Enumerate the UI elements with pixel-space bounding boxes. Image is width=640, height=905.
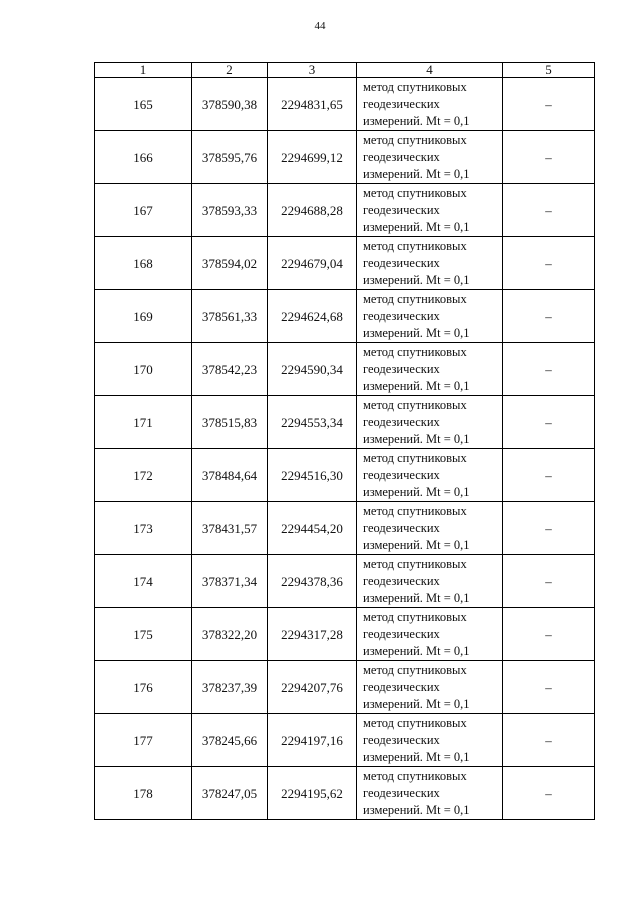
method-line: геодезических <box>363 732 440 747</box>
method-cell <box>357 131 503 184</box>
method-cell <box>357 449 503 502</box>
method-line: метод спутниковых <box>363 238 467 253</box>
x-coordinate-cell: 378237,39 <box>192 661 268 714</box>
point-number-cell: 170 <box>95 343 192 396</box>
method-line: измерений. Mt = 0,1 <box>363 696 470 711</box>
method-cell <box>357 78 503 131</box>
method-cell <box>357 767 503 820</box>
method-line: метод спутниковых <box>363 768 467 783</box>
method-line: измерений. Mt = 0,1 <box>363 113 470 128</box>
y-coordinate-cell: 2294624,68 <box>268 290 357 343</box>
note-cell: – <box>503 78 595 131</box>
table-row <box>95 449 595 502</box>
table-row <box>95 555 595 608</box>
method-line: метод спутниковых <box>363 344 467 359</box>
method-line: геодезических <box>363 679 440 694</box>
method-cell <box>357 555 503 608</box>
x-coordinate-cell: 378593,33 <box>192 184 268 237</box>
point-number-cell: 173 <box>95 502 192 555</box>
method-line: измерений. Mt = 0,1 <box>363 749 470 764</box>
point-number-cell: 175 <box>95 608 192 661</box>
note-cell: – <box>503 131 595 184</box>
header-col-2: 2 <box>192 63 268 78</box>
method-line: геодезических <box>363 467 440 482</box>
method-cell <box>357 396 503 449</box>
y-coordinate-cell: 2294378,36 <box>268 555 357 608</box>
method-line: метод спутниковых <box>363 397 467 412</box>
method-line: измерений. Mt = 0,1 <box>363 325 470 340</box>
note-cell: – <box>503 555 595 608</box>
point-number-cell: 165 <box>95 78 192 131</box>
note-cell: – <box>503 184 595 237</box>
coordinates-table <box>94 62 595 820</box>
method-line: метод спутниковых <box>363 715 467 730</box>
y-coordinate-cell: 2294831,65 <box>268 78 357 131</box>
x-coordinate-cell: 378561,33 <box>192 290 268 343</box>
y-coordinate-cell: 2294197,16 <box>268 714 357 767</box>
x-coordinate-cell: 378484,64 <box>192 449 268 502</box>
page-number: 44 <box>314 20 326 32</box>
method-cell <box>357 608 503 661</box>
note-cell: – <box>503 767 595 820</box>
point-number-cell: 168 <box>95 237 192 290</box>
point-number-cell: 178 <box>95 767 192 820</box>
method-line: геодезических <box>363 96 440 111</box>
header-col-3: 3 <box>268 63 357 78</box>
point-number-cell: 176 <box>95 661 192 714</box>
table-row <box>95 343 595 396</box>
header-col-4: 4 <box>357 63 503 78</box>
header-col-5: 5 <box>503 63 595 78</box>
method-line: измерений. Mt = 0,1 <box>363 484 470 499</box>
y-coordinate-cell: 2294699,12 <box>268 131 357 184</box>
note-cell: – <box>503 502 595 555</box>
method-line: геодезических <box>363 308 440 323</box>
method-line: геодезических <box>363 785 440 800</box>
x-coordinate-cell: 378594,02 <box>192 237 268 290</box>
x-coordinate-cell: 378322,20 <box>192 608 268 661</box>
table-row <box>95 608 595 661</box>
table-row <box>95 396 595 449</box>
note-cell: – <box>503 661 595 714</box>
table-row <box>95 184 595 237</box>
method-cell <box>357 343 503 396</box>
method-cell <box>357 290 503 343</box>
note-cell: – <box>503 714 595 767</box>
method-line: геодезических <box>363 573 440 588</box>
x-coordinate-cell: 378515,83 <box>192 396 268 449</box>
method-cell <box>357 714 503 767</box>
note-cell: – <box>503 449 595 502</box>
x-coordinate-cell: 378245,66 <box>192 714 268 767</box>
point-number-cell: 171 <box>95 396 192 449</box>
point-number-cell: 177 <box>95 714 192 767</box>
y-coordinate-cell: 2294590,34 <box>268 343 357 396</box>
method-line: измерений. Mt = 0,1 <box>363 590 470 605</box>
method-line: измерений. Mt = 0,1 <box>363 431 470 446</box>
method-cell <box>357 184 503 237</box>
method-cell <box>357 237 503 290</box>
table-row <box>95 131 595 184</box>
table-header <box>95 63 595 78</box>
method-line: геодезических <box>363 520 440 535</box>
table-row <box>95 78 595 131</box>
method-cell <box>357 661 503 714</box>
point-number-cell: 167 <box>95 184 192 237</box>
point-number-cell: 169 <box>95 290 192 343</box>
point-number-cell: 166 <box>95 131 192 184</box>
y-coordinate-cell: 2294454,20 <box>268 502 357 555</box>
y-coordinate-cell: 2294516,30 <box>268 449 357 502</box>
method-line: измерений. Mt = 0,1 <box>363 219 470 234</box>
method-line: метод спутниковых <box>363 662 467 677</box>
note-cell: – <box>503 343 595 396</box>
y-coordinate-cell: 2294553,34 <box>268 396 357 449</box>
y-coordinate-cell: 2294688,28 <box>268 184 357 237</box>
method-line: геодезических <box>363 626 440 641</box>
table-row <box>95 502 595 555</box>
method-cell <box>357 502 503 555</box>
x-coordinate-cell: 378247,05 <box>192 767 268 820</box>
method-line: измерений. Mt = 0,1 <box>363 166 470 181</box>
table-body <box>95 78 595 820</box>
table-row <box>95 767 595 820</box>
y-coordinate-cell: 2294679,04 <box>268 237 357 290</box>
method-line: измерений. Mt = 0,1 <box>363 272 470 287</box>
method-line: метод спутниковых <box>363 609 467 624</box>
note-cell: – <box>503 237 595 290</box>
method-line: геодезических <box>363 149 440 164</box>
table-row <box>95 661 595 714</box>
method-line: геодезических <box>363 202 440 217</box>
y-coordinate-cell: 2294195,62 <box>268 767 357 820</box>
x-coordinate-cell: 378542,23 <box>192 343 268 396</box>
method-line: измерений. Mt = 0,1 <box>363 802 470 817</box>
method-line: измерений. Mt = 0,1 <box>363 643 470 658</box>
method-line: метод спутниковых <box>363 79 467 94</box>
point-number-cell: 174 <box>95 555 192 608</box>
method-line: метод спутниковых <box>363 132 467 147</box>
method-line: геодезических <box>363 414 440 429</box>
method-line: геодезических <box>363 255 440 270</box>
header-row <box>95 63 595 78</box>
note-cell: – <box>503 290 595 343</box>
x-coordinate-cell: 378595,76 <box>192 131 268 184</box>
note-cell: – <box>503 396 595 449</box>
table-row <box>95 290 595 343</box>
method-line: метод спутниковых <box>363 291 467 306</box>
header-col-1: 1 <box>95 63 192 78</box>
method-line: метод спутниковых <box>363 185 467 200</box>
table-row <box>95 714 595 767</box>
method-line: метод спутниковых <box>363 556 467 571</box>
y-coordinate-cell: 2294207,76 <box>268 661 357 714</box>
method-line: метод спутниковых <box>363 503 467 518</box>
point-number-cell: 172 <box>95 449 192 502</box>
table-row <box>95 237 595 290</box>
x-coordinate-cell: 378371,34 <box>192 555 268 608</box>
y-coordinate-cell: 2294317,28 <box>268 608 357 661</box>
method-line: геодезических <box>363 361 440 376</box>
method-line: измерений. Mt = 0,1 <box>363 537 470 552</box>
note-cell: – <box>503 608 595 661</box>
method-line: измерений. Mt = 0,1 <box>363 378 470 393</box>
x-coordinate-cell: 378590,38 <box>192 78 268 131</box>
method-line: метод спутниковых <box>363 450 467 465</box>
x-coordinate-cell: 378431,57 <box>192 502 268 555</box>
